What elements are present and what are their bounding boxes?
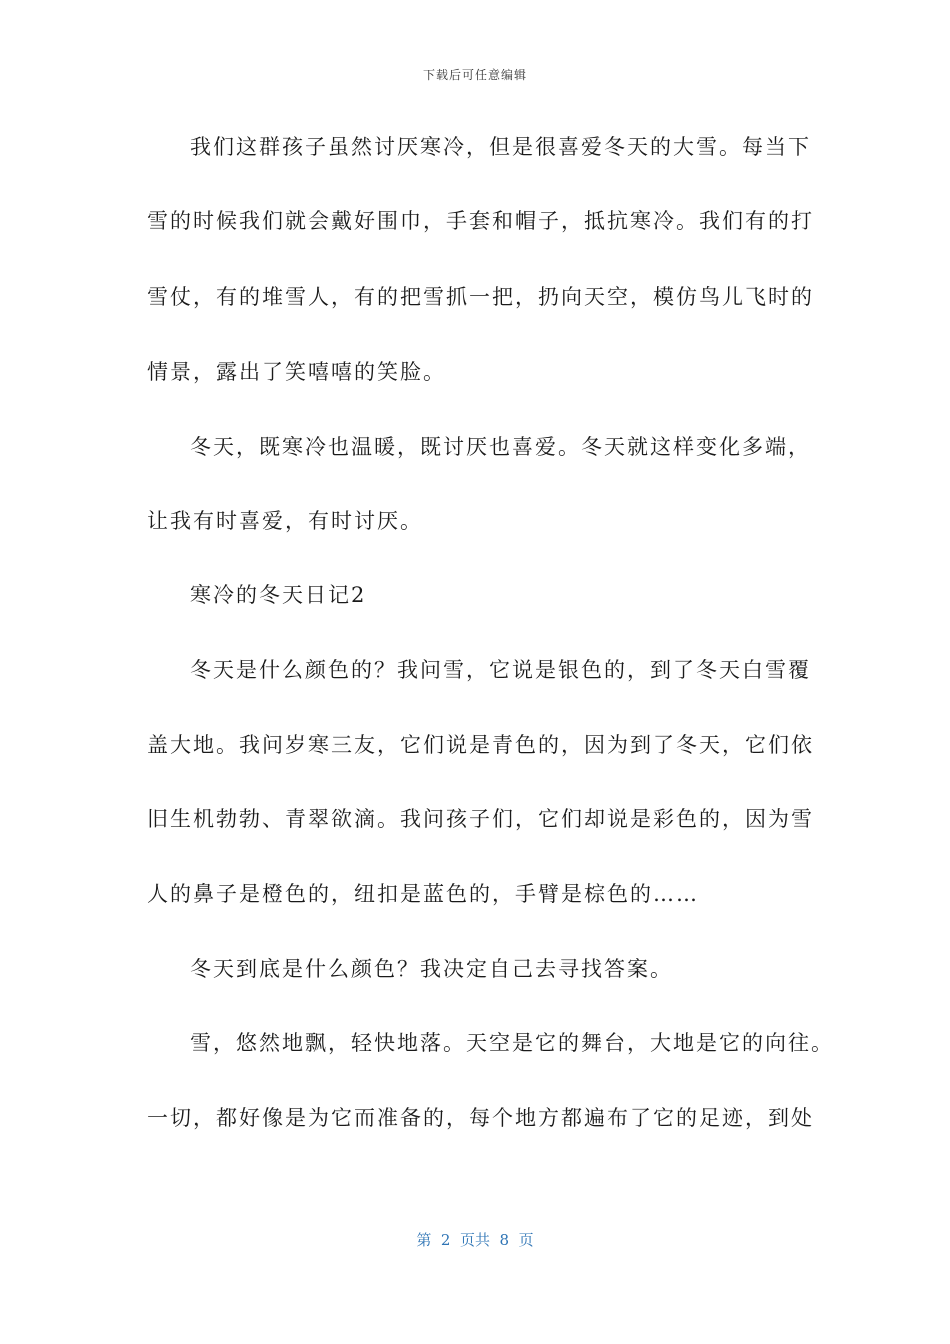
paragraph-line: 雪仗，有的堆雪人，有的把雪抓一把，扔向天空，模仿鸟儿飞时的 — [147, 285, 814, 309]
paragraph-line: 雪的时候我们就会戴好围巾，手套和帽子，抵抗寒冷。我们有的打 — [147, 209, 814, 233]
paragraph-line: 人的鼻子是橙色的，纽扣是蓝色的，手臂是棕色的…… — [147, 882, 699, 906]
paragraph-line: 一切，都好像是为它而准备的，每个地方都遍布了它的足迹，到处 — [147, 1106, 814, 1130]
paragraph-line: 冬天，既寒冷也温暖，既讨厌也喜爱。冬天就这样变化多端， — [190, 435, 811, 459]
paragraph-line: 让我有时喜爱，有时讨厌。 — [147, 509, 423, 533]
page-footer: 第 2 页共 8 页 — [416, 1231, 534, 1249]
paragraph-line: 情景，露出了笑嘻嘻的笑脸。 — [147, 360, 446, 384]
paragraph-line: 旧生机勃勃、青翠欲滴。我问孩子们，它们却说是彩色的，因为雪 — [147, 807, 814, 831]
page-header: 下载后可任意编辑 — [422, 68, 527, 82]
paragraph-line: 冬天到底是什么颜色？我决定自己去寻找答案。 — [190, 957, 673, 981]
paragraph-line: 冬天是什么颜色的？我问雪，它说是银色的，到了冬天白雪覆 — [190, 658, 811, 682]
section-heading: 寒冷的冬天日记2 — [190, 583, 367, 607]
paragraph-line: 盖大地。我问岁寒三友，它们说是青色的，因为到了冬天，它们依 — [147, 733, 814, 757]
paragraph-line: 雪，悠然地飘，轻快地落。天空是它的舞台，大地是它的向往。 — [190, 1031, 834, 1055]
paragraph-line: 我们这群孩子虽然讨厌寒冷，但是很喜爱冬天的大雪。每当下 — [190, 135, 811, 159]
